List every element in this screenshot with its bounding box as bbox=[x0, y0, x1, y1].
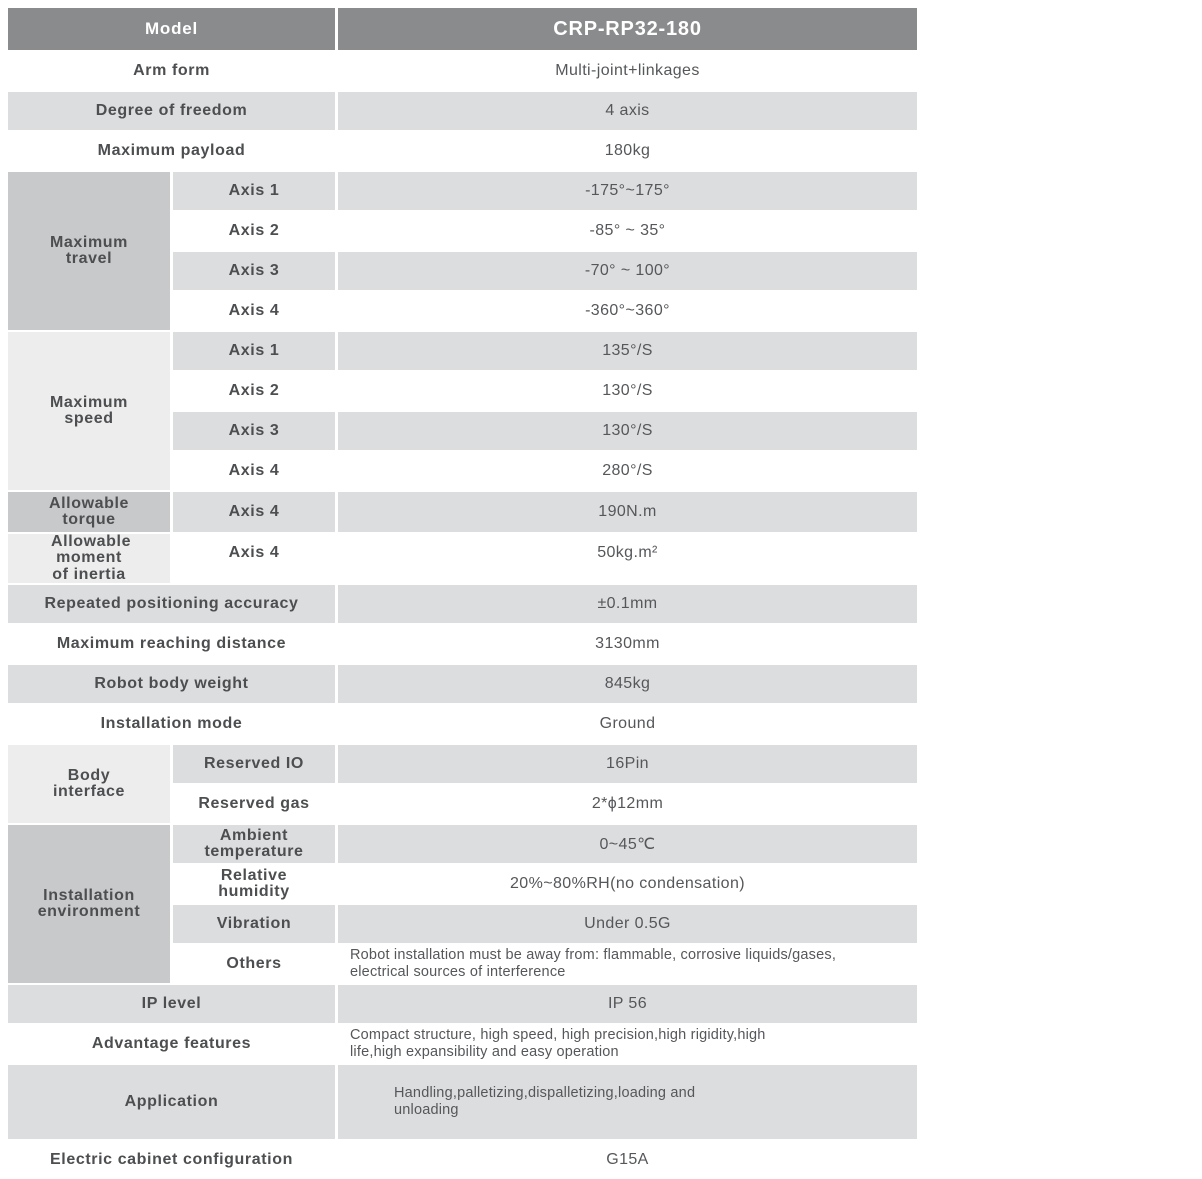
spec-section-installation-environment bbox=[8, 825, 917, 983]
spec-row-speed-axis2 bbox=[173, 372, 917, 410]
row-label: Application bbox=[8, 1065, 335, 1139]
spec-row-inertia-axis4 bbox=[173, 534, 917, 572]
spec-section-maximum-travel bbox=[8, 172, 917, 330]
spec-row-degree-of-freedom bbox=[8, 92, 917, 130]
group-label bbox=[8, 534, 170, 583]
spec-row-speed-axis4 bbox=[173, 452, 917, 490]
row-value: ±0.1mm bbox=[338, 585, 917, 623]
row-label: Axis 4 bbox=[173, 292, 335, 330]
spec-row-advantage-features bbox=[8, 1025, 917, 1063]
row-label: IP level bbox=[8, 985, 335, 1023]
row-label: Relative humidity bbox=[173, 865, 335, 903]
spec-row-electric-cabinet bbox=[8, 1141, 917, 1179]
row-label: Axis 4 bbox=[173, 452, 335, 490]
group-label-text: Maximum speed bbox=[50, 393, 128, 427]
row-label: Axis 4 bbox=[173, 534, 335, 572]
row-label: Arm form bbox=[8, 52, 335, 90]
row-value: Ground bbox=[338, 705, 917, 743]
row-label: Axis 2 bbox=[173, 372, 335, 410]
specification-table bbox=[8, 8, 917, 1179]
row-label: Robot body weight bbox=[8, 665, 335, 703]
row-label: Axis 1 bbox=[173, 332, 335, 370]
group-label-text: Body interface bbox=[52, 766, 126, 800]
row-label: Axis 3 bbox=[173, 412, 335, 450]
spec-section-maximum-speed bbox=[8, 332, 917, 490]
row-value: -70° ~ 100° bbox=[338, 252, 917, 290]
group-rows bbox=[173, 534, 917, 583]
row-value: IP 56 bbox=[338, 985, 917, 1023]
row-value: 0~45℃ bbox=[338, 825, 917, 863]
spec-row-torque-axis4 bbox=[173, 492, 917, 532]
spec-row-installation-mode bbox=[8, 705, 917, 743]
spec-row-body-weight bbox=[8, 665, 917, 703]
spec-section-body-interface bbox=[8, 745, 917, 823]
group-rows bbox=[173, 492, 917, 532]
row-label: Reserved IO bbox=[173, 745, 335, 783]
group-rows bbox=[173, 172, 917, 330]
row-value: -85° ~ 35° bbox=[338, 212, 917, 250]
row-value: 135°/S bbox=[338, 332, 917, 370]
row-value: Under 0.5G bbox=[338, 905, 917, 943]
row-value: Robot installation must be away from: flammable, corrosive liquids/gases, electrical sources of interference bbox=[338, 945, 917, 983]
row-value: G15A bbox=[338, 1141, 917, 1179]
row-label: Maximum reaching distance bbox=[8, 625, 335, 663]
row-value: 130°/S bbox=[338, 372, 917, 410]
spec-row-repeated-accuracy bbox=[8, 585, 917, 623]
group-label bbox=[8, 172, 170, 330]
row-label: Axis 4 bbox=[173, 492, 335, 532]
row-value: -360°~360° bbox=[338, 292, 917, 330]
group-label bbox=[8, 492, 170, 532]
row-value: -175°~175° bbox=[338, 172, 917, 210]
row-value: 280°/S bbox=[338, 452, 917, 490]
spec-row-travel-axis4 bbox=[173, 292, 917, 330]
spec-header-row bbox=[8, 8, 917, 50]
spec-row-travel-axis1 bbox=[173, 172, 917, 210]
header-model-value: CRP-RP32-180 bbox=[338, 8, 917, 50]
row-label: Reserved gas bbox=[173, 785, 335, 823]
row-label: Others bbox=[173, 945, 335, 983]
spec-row-reaching-distance bbox=[8, 625, 917, 663]
row-value: Compact structure, high speed, high precision,high rigidity,high life,high expansibility and easy operation bbox=[338, 1025, 917, 1063]
header-model-label: Model bbox=[8, 8, 335, 50]
spec-row-ip-level bbox=[8, 985, 917, 1023]
group-label-text: Maximum travel bbox=[50, 233, 128, 267]
group-rows bbox=[173, 825, 917, 983]
spec-row-travel-axis2 bbox=[173, 212, 917, 250]
row-label: Axis 1 bbox=[173, 172, 335, 210]
row-label: Degree of freedom bbox=[8, 92, 335, 130]
spec-row-vibration bbox=[173, 905, 917, 943]
spec-row-relative-humidity bbox=[173, 865, 917, 903]
spec-row-travel-axis3 bbox=[173, 252, 917, 290]
spec-row-arm-form bbox=[8, 52, 917, 90]
row-label: Axis 2 bbox=[173, 212, 335, 250]
row-label: Ambient temperature bbox=[173, 825, 335, 863]
row-value: 50kg.m² bbox=[338, 534, 917, 572]
spec-row-reserved-gas bbox=[173, 785, 917, 823]
row-value: 2*ϕ12mm bbox=[338, 785, 917, 823]
row-label: Advantage features bbox=[8, 1025, 335, 1063]
row-label: Maximum payload bbox=[8, 132, 335, 170]
row-label: Axis 3 bbox=[173, 252, 335, 290]
spec-row-ambient-temperature bbox=[173, 825, 917, 863]
group-label-text: Allowable moment of inertia bbox=[51, 533, 132, 583]
group-label bbox=[8, 825, 170, 983]
row-label: Repeated positioning accuracy bbox=[8, 585, 335, 623]
spec-row-speed-axis3 bbox=[173, 412, 917, 450]
row-value: 16Pin bbox=[338, 745, 917, 783]
row-value: 180kg bbox=[338, 132, 917, 170]
row-value: Handling,palletizing,dispalletizing,loading and unloading bbox=[338, 1065, 917, 1139]
spec-row-reserved-io bbox=[173, 745, 917, 783]
spec-row-others bbox=[173, 945, 917, 983]
row-value: 130°/S bbox=[338, 412, 917, 450]
group-label-text: Allowable torque bbox=[48, 494, 130, 528]
spec-row-speed-axis1 bbox=[173, 332, 917, 370]
row-value: 190N.m bbox=[338, 492, 917, 532]
group-label bbox=[8, 332, 170, 490]
group-rows bbox=[173, 332, 917, 490]
spec-row-maximum-payload bbox=[8, 132, 917, 170]
group-rows bbox=[173, 745, 917, 823]
row-value: 20%~80%RH(no condensation) bbox=[338, 865, 917, 903]
group-label bbox=[8, 745, 170, 823]
row-label: Installation mode bbox=[8, 705, 335, 743]
spec-section-allowable-inertia bbox=[8, 534, 917, 583]
row-value: 4 axis bbox=[338, 92, 917, 130]
row-value: Multi-joint+linkages bbox=[338, 52, 917, 90]
group-label-text: Installation environment bbox=[37, 886, 141, 920]
row-value: 845kg bbox=[338, 665, 917, 703]
row-label: Electric cabinet configuration bbox=[8, 1141, 335, 1179]
spec-section-allowable-torque bbox=[8, 492, 917, 532]
row-value: 3130mm bbox=[338, 625, 917, 663]
row-label: Vibration bbox=[173, 905, 335, 943]
spec-row-application bbox=[8, 1065, 917, 1139]
